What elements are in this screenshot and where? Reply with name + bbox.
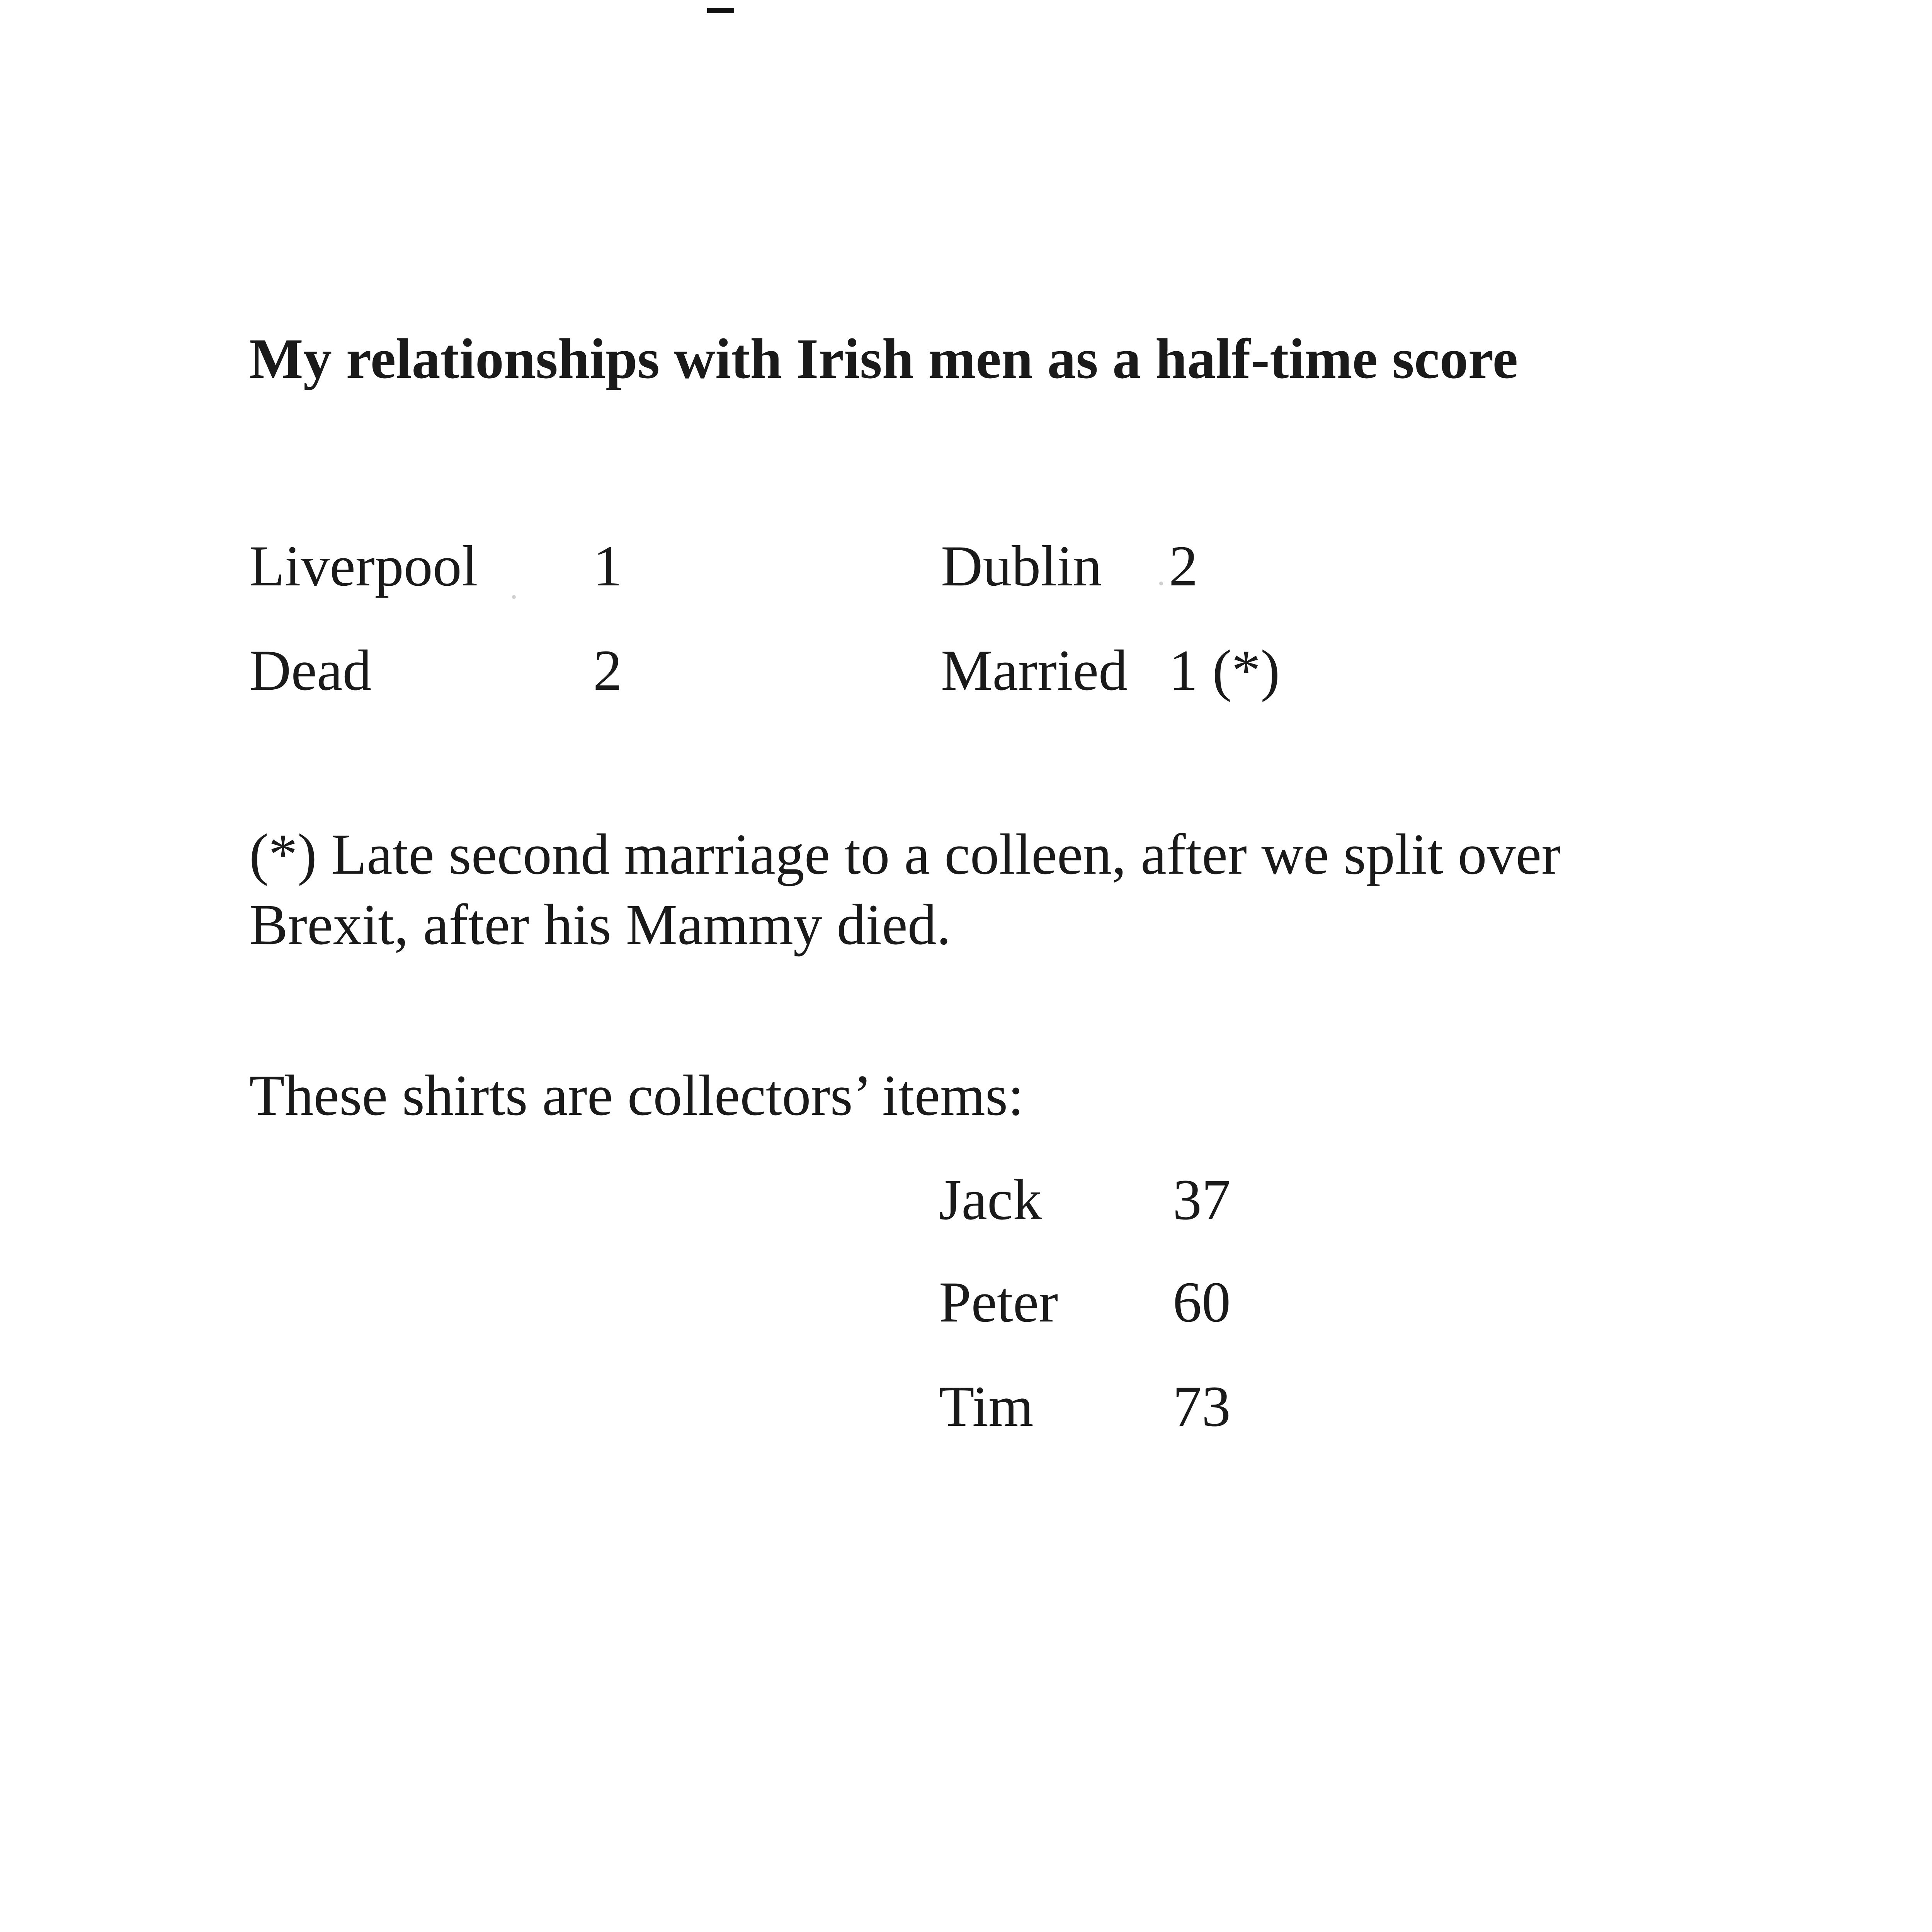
shirt-name: Peter — [939, 1270, 1058, 1334]
score-value: 2 — [1169, 534, 1198, 598]
score-label: Liverpool — [249, 534, 478, 598]
scan-speck — [512, 595, 516, 599]
scan-mark — [707, 8, 734, 13]
document-title: My relationships with Irish men as a half-time score — [249, 327, 1518, 391]
shirt-name: Tim — [939, 1374, 1034, 1439]
shirt-number: 37 — [1173, 1168, 1231, 1232]
shirts-intro: These shirts are collectors’ items: — [249, 1063, 1024, 1128]
footnote: (*) Late second marriage to a colleen, after we split over Brexit, after his Mammy died. — [249, 822, 1561, 957]
shirt-number: 73 — [1173, 1374, 1231, 1439]
score-label: Dead — [249, 638, 372, 702]
score-label: Married — [941, 638, 1128, 702]
shirt-name: Jack — [939, 1168, 1042, 1232]
scan-speck — [1159, 582, 1163, 585]
shirt-number: 60 — [1173, 1270, 1231, 1334]
score-value: 2 — [593, 638, 622, 702]
score-value: 1 (*) — [1169, 638, 1280, 702]
score-value: 1 — [593, 534, 622, 598]
score-label: Dublin — [941, 534, 1102, 598]
